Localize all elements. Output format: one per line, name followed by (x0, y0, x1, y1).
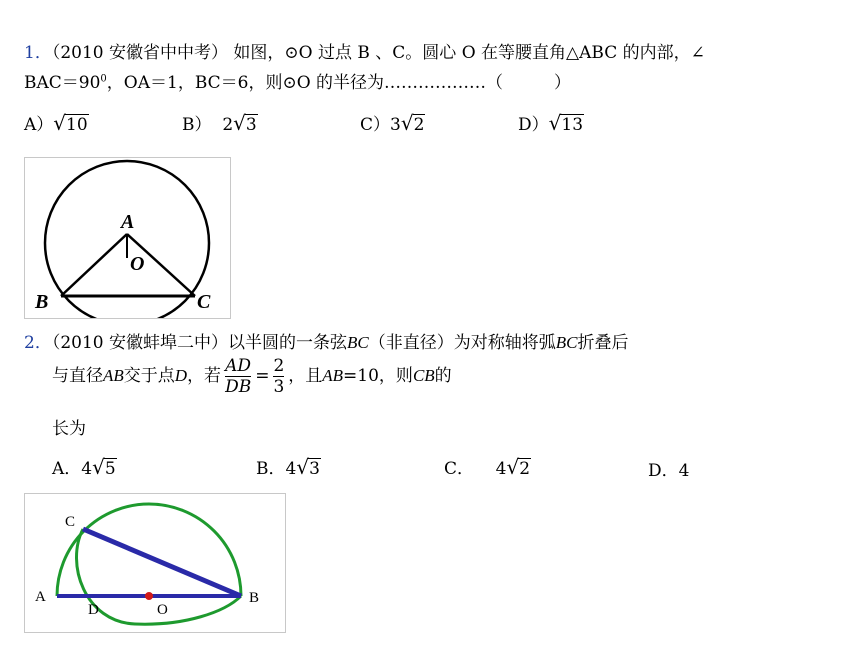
q2-var-ab: AB (103, 366, 124, 385)
radical-icon: √ (400, 111, 414, 135)
q1-option-a-radicand: 10 (66, 115, 88, 135)
q2-option-c-radicand: 2 (519, 459, 531, 479)
q2-var-cb: CB (412, 366, 435, 385)
radical-icon: √ (548, 111, 562, 135)
q2-frac-num: AD (225, 356, 252, 376)
q2-option-d-label: D． (648, 461, 679, 481)
q2-fraction-ad-db (225, 356, 251, 397)
q2-var-ab2: AB (322, 366, 344, 385)
q2-option-b-coef: 4 (285, 459, 297, 479)
q2-stem-line1: （2010 安徽蚌埠二中）以半圆的一条弦 (51, 333, 347, 353)
q2-stem-line2b: 交于点 (123, 366, 175, 386)
q2-line1 (24, 328, 628, 353)
radical-icon: √ (296, 455, 310, 479)
q1-option-b[interactable] (182, 110, 258, 135)
q2-option-a-radicand: 5 (104, 459, 116, 479)
q2-option-c-coef: 4 (495, 459, 507, 479)
q2-center-o (145, 592, 153, 600)
q2-option-c-label: C． (444, 459, 475, 479)
q2-option-a[interactable] (52, 454, 117, 479)
q1-line2 (24, 68, 571, 93)
q2-frac2-den: 3 (273, 377, 285, 397)
q1-stem-line1: （2010 安徽省中中考） 如图，⊙O 过点 B 、C。圆心 O 在等腰直角△ABC 的内部，∠ (51, 43, 705, 63)
q1-option-c-coef: 3 (390, 115, 401, 135)
q1-option-a-label: A） (24, 115, 54, 135)
q2-stem-line2c: ，若 (187, 366, 222, 386)
q2-option-a-label: A． (52, 459, 82, 479)
q2-label-a: A (35, 589, 46, 605)
q1-label-a: A (121, 211, 135, 233)
q1-option-d[interactable] (518, 110, 584, 135)
q2-stem-line1c: 折叠后 (577, 333, 629, 353)
radical-icon: √ (92, 455, 105, 479)
q1-segment-ab (61, 234, 127, 296)
q2-option-b[interactable] (256, 454, 321, 479)
q2-chord-cb (83, 529, 241, 596)
q2-option-b-radicand: 3 (309, 459, 320, 479)
q1-figure-svg (25, 158, 230, 318)
q2-number: 2． (24, 333, 52, 353)
q2-stem-line3: 长为 (52, 419, 86, 439)
q1-option-d-label: D） (518, 115, 549, 135)
q2-figure-svg (25, 494, 285, 632)
q1-option-a[interactable] (24, 110, 89, 135)
radical-icon: √ (506, 455, 520, 479)
q1-stem-line2b: ，OA＝1，BC＝6，则⊙O 的半径为………………（ ） (106, 73, 572, 93)
q2-var-bc: BC (347, 333, 369, 352)
q2-figure (24, 493, 286, 633)
q2-option-c[interactable] (444, 454, 531, 479)
radical-icon: √ (233, 111, 246, 135)
q2-frac2-num: 2 (273, 356, 285, 376)
q1-figure (24, 157, 231, 319)
q2-line2 (52, 356, 452, 397)
q2-frac-den: DB (225, 377, 252, 397)
q2-equals: = (255, 366, 270, 386)
q2-var-d: D (174, 366, 188, 385)
q1-label-b: B (35, 291, 49, 313)
q2-stem-line2e: =10，则 (343, 366, 413, 386)
q2-fraction-2-3 (273, 356, 284, 397)
radical-icon: √ (53, 111, 67, 135)
q1-label-c: C (197, 291, 211, 313)
q1-number: 1． (24, 43, 52, 63)
q2-stem-line1b: （非直径）为对称轴将弧 (368, 333, 556, 353)
q1-option-b-label: B） (182, 115, 212, 135)
q1-option-c-radicand: 2 (413, 115, 425, 135)
q2-stem-line2d: ，且 (288, 366, 323, 386)
q2-option-d-coef: 4 (678, 461, 690, 481)
q1-degree-sup: 0 (100, 73, 107, 85)
q2-stem-line2f: 的 (434, 366, 452, 386)
q2-label-o: O (157, 602, 168, 618)
q2-line3 (52, 414, 86, 439)
q2-option-d[interactable] (648, 456, 689, 481)
q2-var-bc2: BC (555, 333, 578, 352)
q1-stem-line2a: BAC＝90 (24, 73, 101, 93)
q1-option-d-radicand: 13 (561, 115, 584, 135)
q1-option-c[interactable] (360, 110, 425, 135)
q2-stem-line2a: 与直径 (52, 366, 103, 386)
q2-option-b-label: B． (256, 459, 286, 479)
q1-option-b-coef: 2 (222, 115, 234, 135)
q1-label-o: O (130, 253, 145, 275)
q2-label-b: B (249, 590, 260, 606)
q1-line1 (24, 38, 705, 63)
q1-option-c-label: C） (360, 115, 391, 135)
q1-option-b-radicand: 3 (245, 115, 257, 135)
q2-option-a-coef: 4 (81, 459, 93, 479)
q2-label-d: D (88, 602, 99, 618)
q2-label-c: C (65, 514, 76, 530)
